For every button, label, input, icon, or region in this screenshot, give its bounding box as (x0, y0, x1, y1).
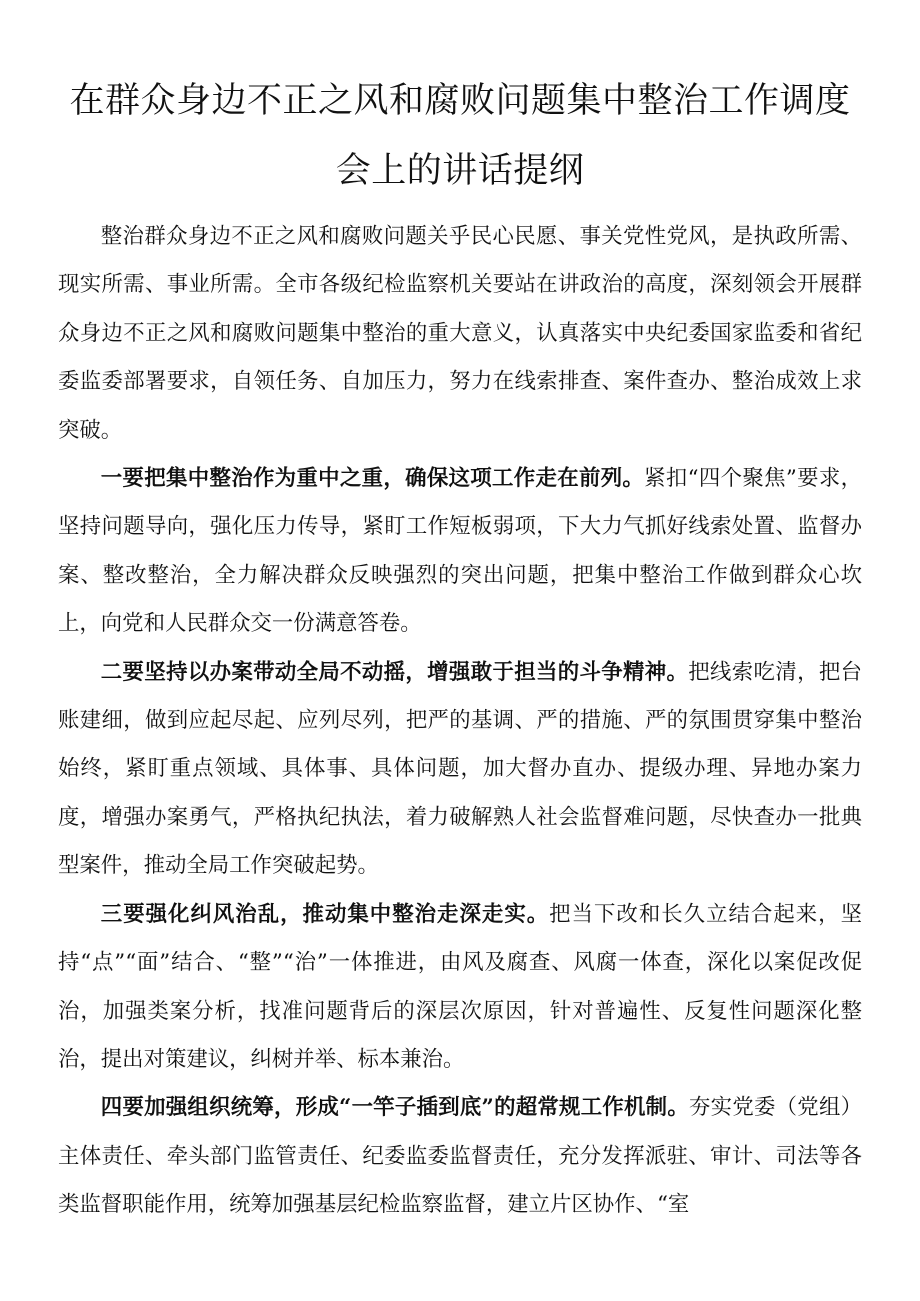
document-body (58, 213, 862, 1230)
section-paragraph-2 (58, 649, 862, 891)
section-text-1: 紧扣“四个聚焦”要求，坚持问题导向，强化压力传导，紧盯工作短板弱项，下大力气抓好线索处置、监督办案、整改整治，全力解决群众反映强烈的突出问题，把集中整治工作做到群众心坎上，向党和人民群众交一份满意答卷。 (58, 466, 862, 637)
section-text-4: 夯实党委（党组）主体责任、牵头部门监管责任、纪委监委监督责任，充分发挥派驻、审计、司法等各类监督职能作用，统筹加强基层纪检监察监督，建立片区协作、“室 (58, 1095, 862, 1218)
section-heading-3: 三要强化纠风治乱，推动集中整治走深走实。 (100, 901, 550, 927)
section-heading-1: 一要把集中整治作为重中之重，确保这项工作走在前列。 (100, 466, 645, 492)
section-paragraph-3 (58, 891, 862, 1085)
intro-paragraph: 整治群众身边不正之风和腐败问题关乎民心民愿、事关党性党风，是执政所需、现实所需、事业所需。全市各级纪检监察机关要站在讲政治的高度，深刻领会开展群众身边不正之风和腐败问题集中整治的重大意义，认真落实中央纪委国家监委和省纪委监委部署要求，自领任务、自加压力，努力在线索排查、案件查办、整治成效上求突破。 (58, 224, 862, 443)
section-paragraph-4 (58, 1084, 862, 1229)
section-paragraph-1 (58, 455, 862, 649)
section-text-2: 把线索吃清，把台账建细，做到应起尽起、应列尽列，把严的基调、严的措施、严的氛围贯穿集中整治始终，紧盯重点领域、具体事、具体问题，加大督办直办、提级办理、异地办案力度，增强办案勇气，严格执纪执法，着力破解熟人社会监督难问题，尽快查办一批典型案件，推动全局工作突破起势。 (58, 659, 862, 879)
section-heading-2: 二要坚持以办案带动全局不动摇，增强敢于担当的斗争精神。 (100, 659, 689, 685)
document-title: 在群众身边不正之风和腐败问题集中整治工作调度会上的讲话提纲 (69, 81, 851, 191)
section-text-3: 把当下改和长久立结合起来，坚持“点”“面”结合、“整”“治”一体推进，由风及腐查、风腐一体查，深化以案促改促治，加强类案分析，找准问题背后的深层次原因，针对普遍性、反复性问题深化整治，提出对策建议，纠树并举、标本兼治。 (58, 901, 862, 1072)
section-heading-4: 四要加强组织统筹，形成“一竿子插到底”的超常规工作机制。 (100, 1095, 689, 1121)
